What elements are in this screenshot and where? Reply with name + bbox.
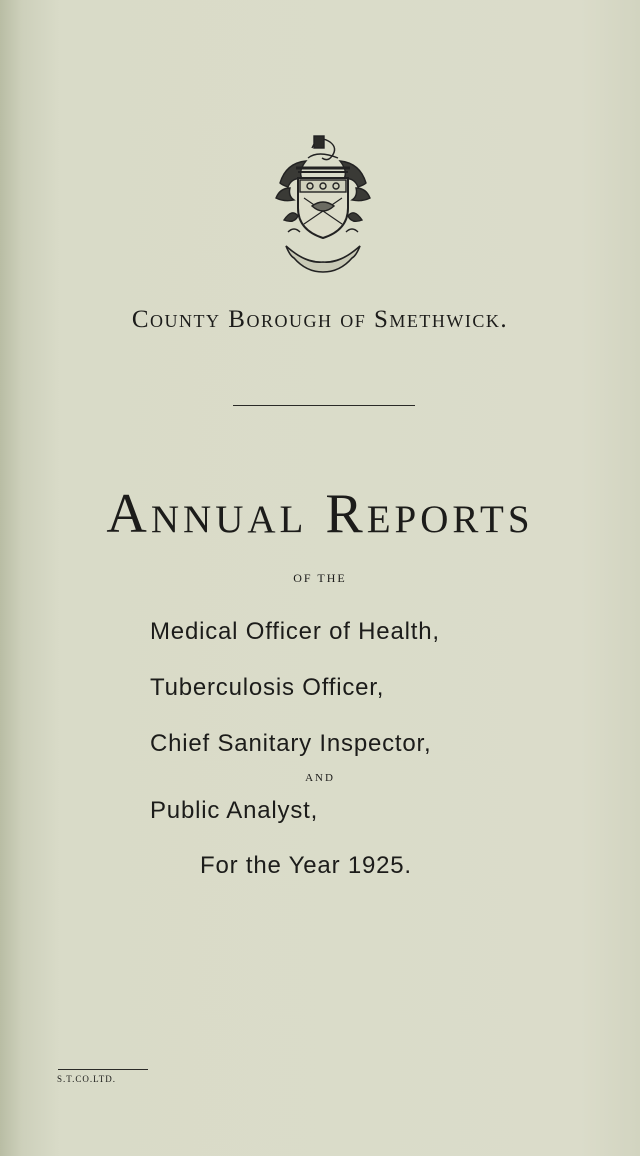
officer-line-tuberculosis: Tuberculosis Officer, [150,674,385,701]
year-line: For the Year 1925. [200,852,412,879]
officer-line-medical: Medical Officer of Health, [150,618,440,645]
officer-line-sanitary: Chief Sanitary Inspector, [150,730,432,757]
coat-of-arms-icon [268,128,378,273]
borough-heading: County Borough of Smethwick. [131,306,509,333]
of-the-text: OF THE [293,571,347,585]
and-text: AND [305,772,335,784]
officer-line-analyst: Public Analyst, [150,797,319,824]
divider-rule [233,405,415,406]
printer-imprint: S.T.CO.LTD. [57,1074,117,1084]
imprint-rule [58,1069,148,1070]
report-title: Annual Reports [106,483,534,545]
